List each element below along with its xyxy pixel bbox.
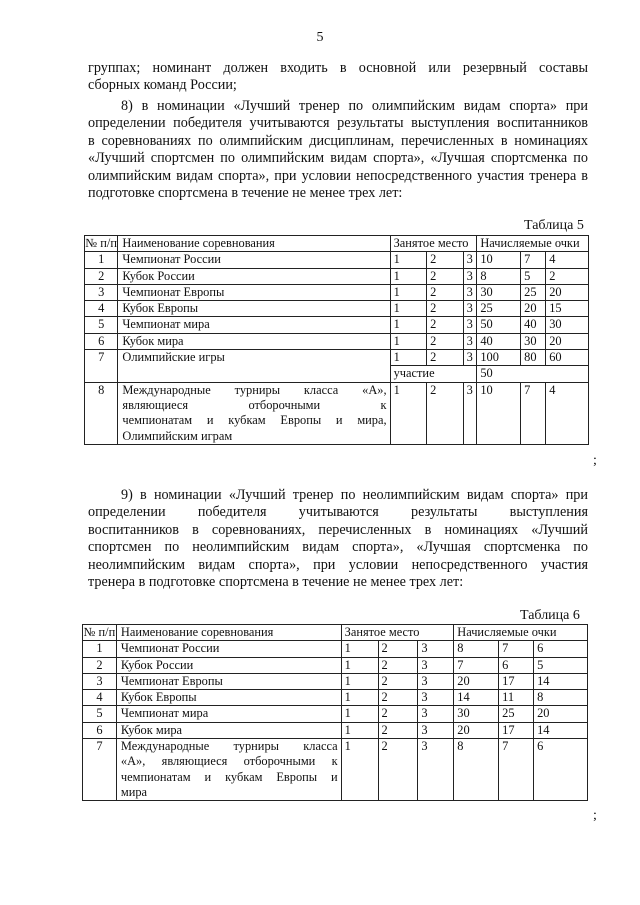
table-row <box>85 301 589 317</box>
place-2: 2 <box>427 382 464 444</box>
place-2: 2 <box>378 673 418 689</box>
points-2: 40 <box>521 317 546 333</box>
points-3: 14 <box>534 673 588 689</box>
points-1: 8 <box>454 641 499 657</box>
points-3: 60 <box>546 350 589 366</box>
points-2: 7 <box>499 641 534 657</box>
points-1: 50 <box>477 317 521 333</box>
place-2: 2 <box>427 317 464 333</box>
participation-label: участие <box>390 366 477 382</box>
points-3: 20 <box>546 284 589 300</box>
points-3: 2 <box>546 268 589 284</box>
place-3: 3 <box>463 301 477 317</box>
text-line: в соревнованиях по олимпийским дисциплинам, перечисленных в номинациях <box>88 132 588 149</box>
points-2: 20 <box>521 301 546 317</box>
points-1: 25 <box>477 301 521 317</box>
table-5-semicolon: ; <box>593 453 597 468</box>
table-row <box>83 739 588 801</box>
row-name: Чемпионат мира <box>118 317 390 333</box>
cell-line: Международные турниры класса «А», <box>122 382 387 397</box>
header-name: Наименование соревнования <box>116 625 341 641</box>
points-3: 15 <box>546 301 589 317</box>
cell-line: Международные турниры класса <box>120 739 338 754</box>
participation-points: 50 <box>477 366 589 382</box>
points-1: 8 <box>477 268 521 284</box>
points-3: 20 <box>546 333 589 349</box>
points-1: 100 <box>477 350 521 366</box>
place-3: 3 <box>463 382 477 444</box>
table-row <box>83 657 588 673</box>
points-1: 14 <box>454 690 499 706</box>
row-num: 2 <box>83 657 117 673</box>
row-num: 6 <box>83 722 117 738</box>
table-row <box>85 252 589 268</box>
row-name <box>118 382 390 444</box>
place-2: 2 <box>427 252 464 268</box>
row-name: Чемпионат мира <box>116 706 341 722</box>
place-3: 3 <box>418 722 454 738</box>
place-3: 3 <box>418 706 454 722</box>
place-2: 2 <box>427 301 464 317</box>
place-1: 1 <box>341 722 378 738</box>
text-line: «Лучший спортсмен по олимпийским видам спорта», «Лучшая спортсменка по <box>88 150 588 167</box>
table-row <box>83 690 588 706</box>
points-1: 20 <box>454 673 499 689</box>
row-name: Кубок мира <box>116 722 341 738</box>
place-2: 2 <box>427 333 464 349</box>
place-1: 1 <box>390 382 427 444</box>
place-2: 2 <box>378 641 418 657</box>
place-1: 1 <box>390 268 427 284</box>
cell-line: «А», являющиеся отборочными к <box>120 754 338 769</box>
text-line: определении победителя учитываются результаты выступления <box>88 504 588 521</box>
row-num: 7 <box>83 739 117 801</box>
row-num: 2 <box>85 268 118 284</box>
place-2: 2 <box>427 284 464 300</box>
table-row <box>83 673 588 689</box>
paragraph-continuation <box>88 60 588 95</box>
row-num: 3 <box>85 284 118 300</box>
header-place: Занятое место <box>341 625 454 641</box>
row-name: Кубок Европы <box>118 301 390 317</box>
cell-line: чемпионатам и кубкам Европы и <box>120 769 338 784</box>
table-row <box>85 350 589 366</box>
table-5-caption: Таблица 5 <box>524 218 584 233</box>
row-num: 8 <box>85 382 118 444</box>
row-num: 4 <box>85 301 118 317</box>
place-1: 1 <box>390 252 427 268</box>
row-name <box>116 739 341 801</box>
table-row <box>85 317 589 333</box>
table-6-semicolon: ; <box>593 808 597 823</box>
place-2: 2 <box>427 350 464 366</box>
place-3: 3 <box>418 690 454 706</box>
table-row <box>85 382 589 444</box>
text-line: подготовке спортсмена в течение не менее трех лет: <box>88 185 403 202</box>
place-1: 1 <box>390 317 427 333</box>
row-name: Кубок мира <box>118 333 390 349</box>
row-name: Чемпионат Европы <box>116 673 341 689</box>
table-row <box>85 284 589 300</box>
paragraph-item-8 <box>88 98 588 202</box>
paragraph-item-9 <box>88 487 588 591</box>
text-line: 8) в номинации «Лучший тренер по олимпийским видам спорта» при <box>121 98 588 114</box>
points-1: 10 <box>477 252 521 268</box>
place-1: 1 <box>341 673 378 689</box>
points-2: 7 <box>521 252 546 268</box>
points-3: 5 <box>534 657 588 673</box>
points-1: 7 <box>454 657 499 673</box>
place-2: 2 <box>378 690 418 706</box>
points-1: 40 <box>477 333 521 349</box>
table-row <box>85 268 589 284</box>
table-row <box>85 333 589 349</box>
cell-line: Олимпийским играм <box>122 428 233 443</box>
row-num: 1 <box>85 252 118 268</box>
place-1: 1 <box>341 641 378 657</box>
table-header-row <box>85 236 589 252</box>
table-6-caption: Таблица 6 <box>520 608 580 623</box>
row-num: 5 <box>83 706 117 722</box>
place-3: 3 <box>418 739 454 801</box>
text-line: группах; номинант должен входить в основной или резервный составы <box>88 60 588 76</box>
points-3: 20 <box>534 706 588 722</box>
place-3: 3 <box>463 284 477 300</box>
place-3: 3 <box>418 641 454 657</box>
place-3: 3 <box>463 268 477 284</box>
table-header-row <box>83 625 588 641</box>
place-2: 2 <box>378 739 418 801</box>
row-name: Кубок Европы <box>116 690 341 706</box>
place-3: 3 <box>463 350 477 366</box>
cell-line: являющиеся отборочными к <box>122 397 387 412</box>
points-2: 25 <box>521 284 546 300</box>
row-name: Кубок России <box>118 268 390 284</box>
points-3: 6 <box>534 641 588 657</box>
place-3: 3 <box>463 252 477 268</box>
points-3: 30 <box>546 317 589 333</box>
points-2: 5 <box>521 268 546 284</box>
points-2: 17 <box>499 673 534 689</box>
points-3: 14 <box>534 722 588 738</box>
place-2: 2 <box>427 268 464 284</box>
row-num: 7 <box>85 350 118 383</box>
place-1: 1 <box>390 350 427 366</box>
place-2: 2 <box>378 657 418 673</box>
place-2: 2 <box>378 722 418 738</box>
points-1: 30 <box>454 706 499 722</box>
cell-line: мира <box>120 784 148 799</box>
place-1: 1 <box>390 284 427 300</box>
place-3: 3 <box>463 333 477 349</box>
cell-line: чемпионатам и кубкам Европы и мира, <box>122 413 387 428</box>
text-line: 9) в номинации «Лучший тренер по неолимпийским видам спорта» при <box>121 487 588 503</box>
text-line: воспитанников в соревнованиях, перечисленных в номинациях «Лучший <box>88 521 588 538</box>
header-points: Начисляемые очки <box>454 625 588 641</box>
row-num: 4 <box>83 690 117 706</box>
points-2: 25 <box>499 706 534 722</box>
text-line: тренера в подготовке спортсмена в течение не менее трех лет: <box>88 574 464 591</box>
text-line: олимпийским видам спорта», при условии непосредственного участия тренера в <box>88 167 588 184</box>
place-1: 1 <box>341 657 378 673</box>
row-name: Олимпийские игры <box>118 350 390 383</box>
points-1: 30 <box>477 284 521 300</box>
header-num: № п/п <box>83 625 116 639</box>
points-2: 17 <box>499 722 534 738</box>
points-2: 30 <box>521 333 546 349</box>
place-1: 1 <box>341 706 378 722</box>
points-2: 11 <box>499 690 534 706</box>
place-1: 1 <box>390 301 427 317</box>
place-1: 1 <box>341 739 378 801</box>
points-3: 4 <box>546 252 589 268</box>
place-3: 3 <box>463 317 477 333</box>
header-points: Начисляемые очки <box>477 236 589 252</box>
place-2: 2 <box>378 706 418 722</box>
points-1: 10 <box>477 382 521 444</box>
header-name: Наименование соревнования <box>118 236 390 252</box>
row-num: 6 <box>85 333 118 349</box>
page-number: 5 <box>316 30 324 45</box>
header-place: Занятое место <box>390 236 477 252</box>
place-3: 3 <box>418 657 454 673</box>
place-1: 1 <box>341 690 378 706</box>
points-2: 7 <box>521 382 546 444</box>
place-3: 3 <box>418 673 454 689</box>
text-line: сборных команд России; <box>88 77 237 94</box>
points-2: 6 <box>499 657 534 673</box>
header-num: № п/п <box>85 236 117 250</box>
text-line: определении победителя учитываются результаты выступления воспитанников <box>88 115 588 132</box>
points-2: 80 <box>521 350 546 366</box>
points-1: 20 <box>454 722 499 738</box>
row-name: Чемпионат Европы <box>118 284 390 300</box>
points-2: 7 <box>499 739 534 801</box>
row-name: Чемпионат России <box>116 641 341 657</box>
place-1: 1 <box>390 333 427 349</box>
points-3: 4 <box>546 382 589 444</box>
table-row <box>83 641 588 657</box>
table-5 <box>84 235 589 445</box>
row-num: 5 <box>85 317 118 333</box>
points-3: 8 <box>534 690 588 706</box>
text-line: спортсмен по неолимпийским видам спорта», «Лучшая спортсменка по <box>88 539 588 556</box>
text-line: неолимпийским видам спорта», при условии непосредственного участия <box>88 556 588 573</box>
table-row <box>83 706 588 722</box>
table-row <box>83 722 588 738</box>
points-3: 6 <box>534 739 588 801</box>
row-num: 3 <box>83 673 117 689</box>
table-6 <box>82 624 588 801</box>
row-name: Кубок России <box>116 657 341 673</box>
row-name: Чемпионат России <box>118 252 390 268</box>
row-num: 1 <box>83 641 117 657</box>
points-1: 8 <box>454 739 499 801</box>
